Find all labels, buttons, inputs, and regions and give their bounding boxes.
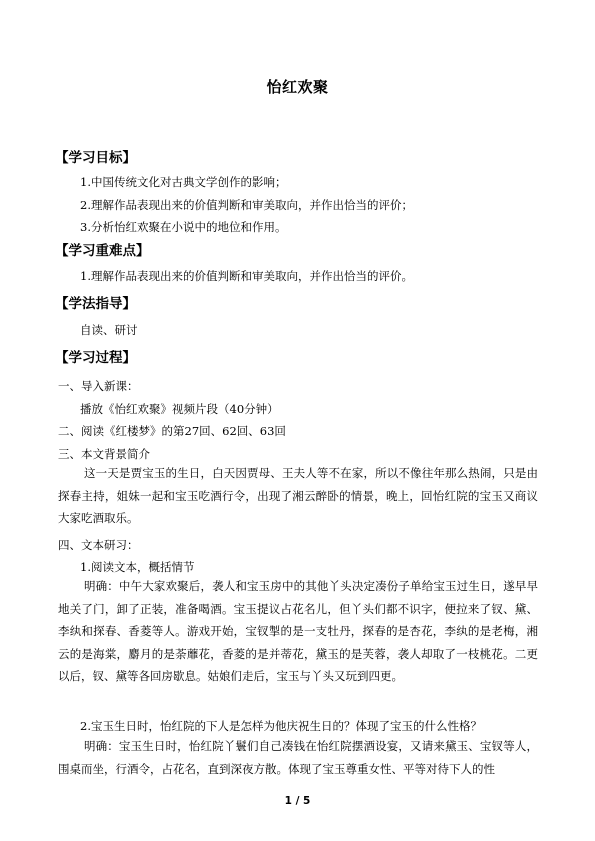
answer-2-paragraph: 明确：宝玉生日时，怡红院丫鬟们自己凑钱在怡红院摆酒设宴，又请来黛玉、宝钗等人，围桌而坐，行酒令，占花名，直到深夜方散。体现了宝玉尊重女性、平等对待下人的性 (58, 739, 538, 776)
section-heading-goals: 【学习目标】 (55, 150, 136, 166)
section-heading-process: 【学习过程】 (55, 350, 136, 366)
intro-text: 播放《怡红欢聚》视频片段（40分钟） (80, 402, 279, 416)
page-number: 1 / 5 (284, 795, 311, 807)
study-label: 四、文本研习： (58, 538, 139, 552)
background-label: 三、本文背景简介 (58, 447, 150, 461)
section-heading-method: 【学法指导】 (55, 296, 136, 312)
question-1: 1.阅读文本，概括情节 (80, 560, 195, 574)
background-paragraph: 这一天是贾宝玉的生日，白天因贾母、王夫人等不在家，所以不像往年那么热闹，只是由探春主持，姐妹一起和宝玉吃酒行令，出现了湘云醉卧的情景，晚上，回怡红院的宝玉又商议大家吃酒取乐。 (58, 466, 538, 525)
method-text: 自读、研讨 (80, 323, 138, 337)
intro-label: 一、导入新课： (58, 379, 139, 393)
page-title: 怡红欢聚 (266, 78, 329, 96)
goal-item-2: 2.理解作品表现出来的价值判断和审美取向，并作出恰当的评价； (80, 198, 413, 212)
question-2: 2.宝玉生日时，怡红院的下人是怎样为他庆祝生日的？体现了宝玉的什么性格？ (80, 719, 482, 733)
answer-1-paragraph: 明确：中午大家欢聚后，袭人和宝玉房中的其他丫头决定凑份子单给宝玉过生日，遂早早地关了门，卸了正装，准备喝酒。宝玉提议占花名儿，但丫头们都不识字，便拉来了钗、黛、李纨和探春、香菱等人。游戏开始，宝钗掣的是一支牡丹，探春的是杏花，李纨的是老梅，湘云的是海棠，麝月的是荼蘼花，香菱的是并蒂花，黛玉的是芙蓉，袭人却取了一枝桃花。二更以后，钗、黛等各回房歇息。姑娘们走后，宝玉与丫头又玩到四更。 (58, 579, 538, 683)
key-point-item-1: 1.理解作品表现出来的价值判断和审美取向，并作出恰当的评价。 (80, 269, 413, 283)
reading-assignment: 二、阅读《红楼梦》的第27回、62回、63回 (58, 424, 286, 438)
goal-item-3: 3.分析怡红欢聚在小说中的地位和作用。 (80, 220, 287, 234)
goal-item-1: 1.中国传统文化对古典文学创作的影响； (80, 175, 287, 189)
section-heading-key-points: 【学习重难点】 (55, 243, 150, 259)
